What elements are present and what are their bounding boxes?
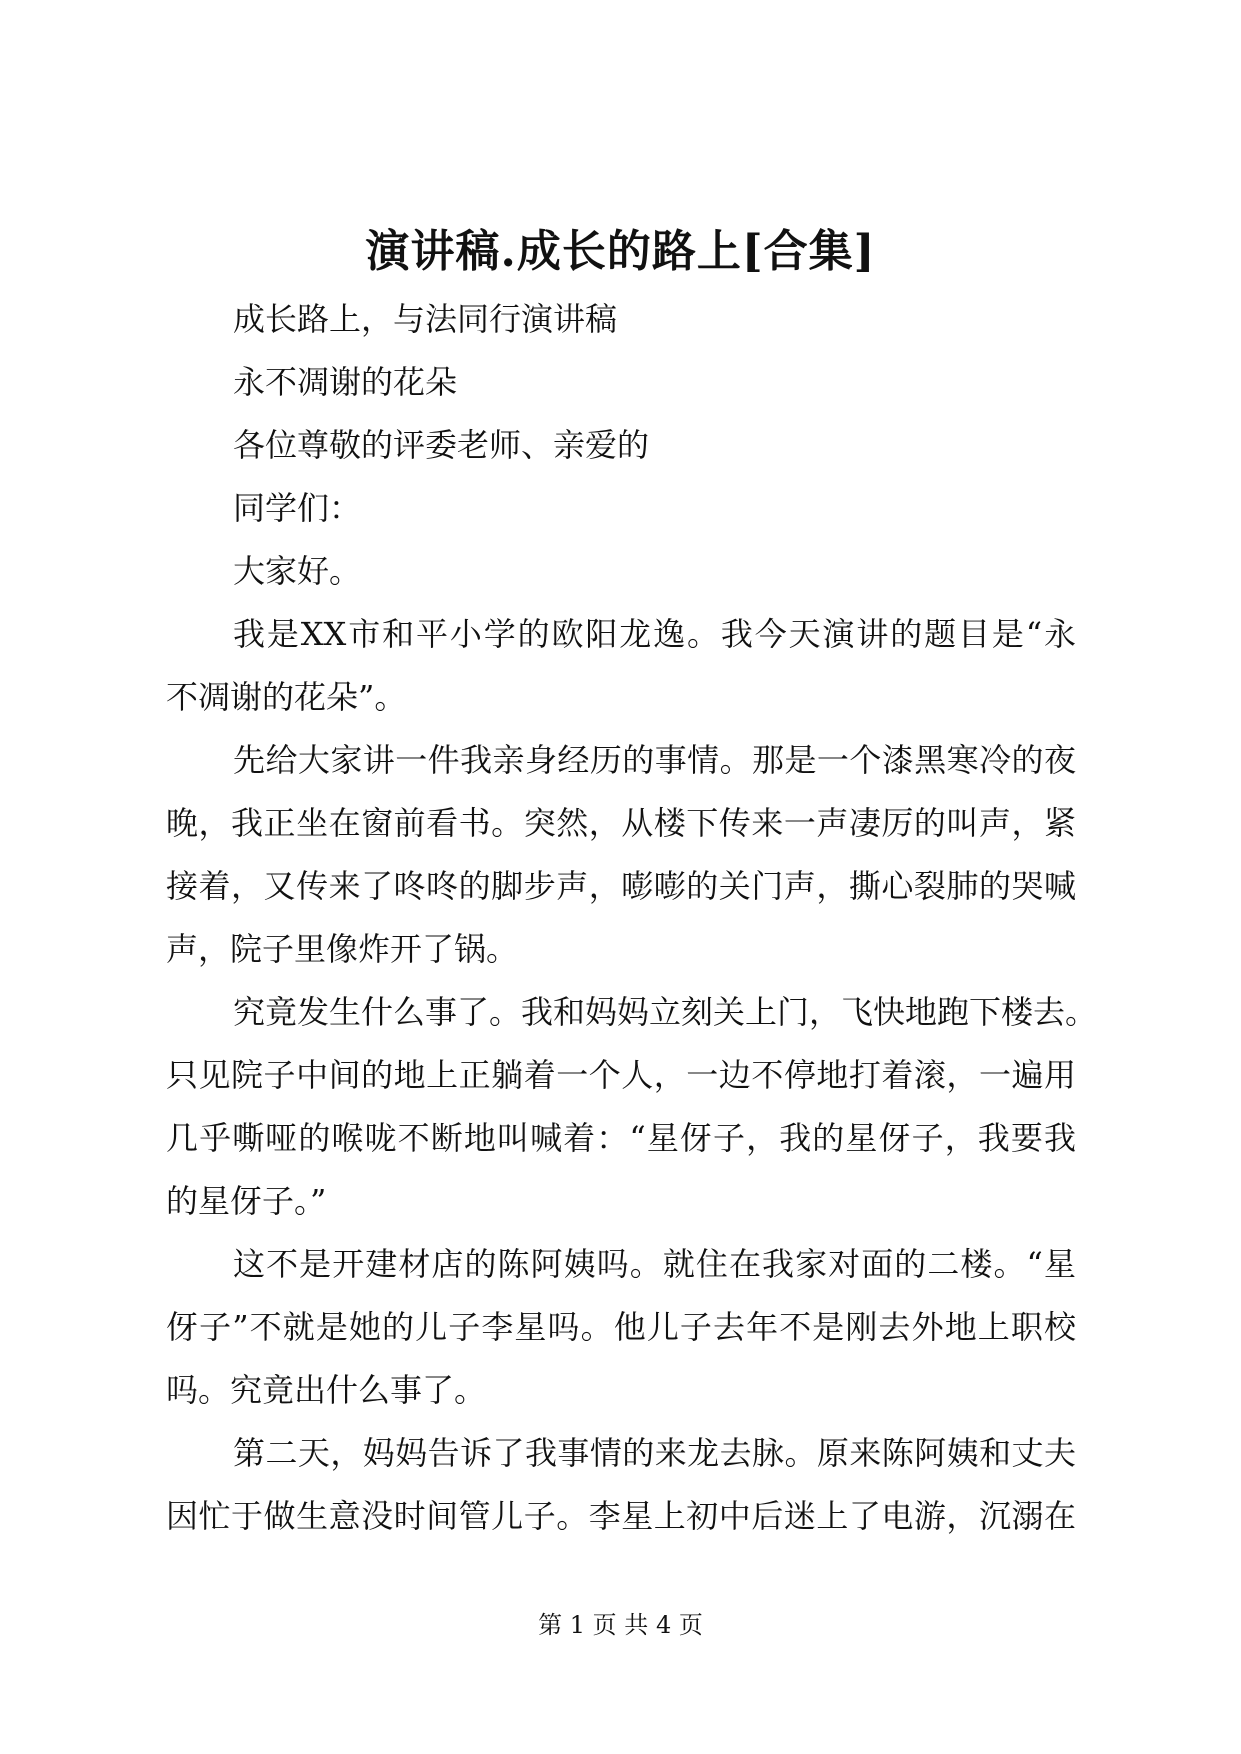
text-line: 的星伢子。” xyxy=(166,1182,327,1220)
document-title: 演讲稿.成长的路上[合集] xyxy=(365,226,876,277)
text-line: 吗。究竟出什么事了。 xyxy=(166,1371,487,1409)
text-line: 接着，又传来了咚咚的脚步声，嘭嘭的关门声，撕心裂肺的哭喊 xyxy=(166,867,1076,905)
text-line: 我是XX市和平小学的欧阳龙逸。我今天演讲的题目是“永 xyxy=(233,615,1076,653)
text-line: 第二天，妈妈告诉了我事情的来龙去脉。原来陈阿姨和丈夫 xyxy=(233,1434,1076,1472)
text-line: 先给大家讲一件我亲身经历的事情。那是一个漆黑寒冷的夜 xyxy=(233,741,1076,779)
text-line: 声，院子里像炸开了锅。 xyxy=(166,930,519,968)
text-line: 究竟发生什么事了。我和妈妈立刻关上门，飞快地跑下楼去。 xyxy=(233,993,1098,1031)
text-line: 成长路上，与法同行演讲稿 xyxy=(233,300,618,338)
text-line: 这不是开建材店的陈阿姨吗。就住在我家对面的二楼。“星 xyxy=(233,1245,1076,1283)
text-line: 几乎嘶哑的喉咙不断地叫喊着：“星伢子，我的星伢子，我要我 xyxy=(166,1119,1076,1157)
text-line: 同学们： xyxy=(233,489,362,527)
text-line: 伢子”不就是她的儿子李星吗。他儿子去年不是刚去外地上职校 xyxy=(166,1308,1076,1346)
text-line: 大家好。 xyxy=(233,552,362,590)
text-line: 各位尊敬的评委老师、亲爱的 xyxy=(233,426,650,464)
text-line: 晚，我正坐在窗前看书。突然，从楼下传来一声凄厉的叫声，紧 xyxy=(166,804,1076,842)
document-body xyxy=(166,288,1098,1548)
text-line: 永不凋谢的花朵 xyxy=(233,363,458,401)
page-footer: 第 1 页 共 4 页 xyxy=(538,1611,703,1639)
text-line: 不凋谢的花朵”。 xyxy=(166,678,407,716)
text-line: 因忙于做生意没时间管儿子。李星上初中后迷上了电游，沉溺在 xyxy=(166,1497,1076,1535)
text-line: 只见院子中间的地上正躺着一个人，一边不停地打着滚，一遍用 xyxy=(166,1056,1076,1094)
